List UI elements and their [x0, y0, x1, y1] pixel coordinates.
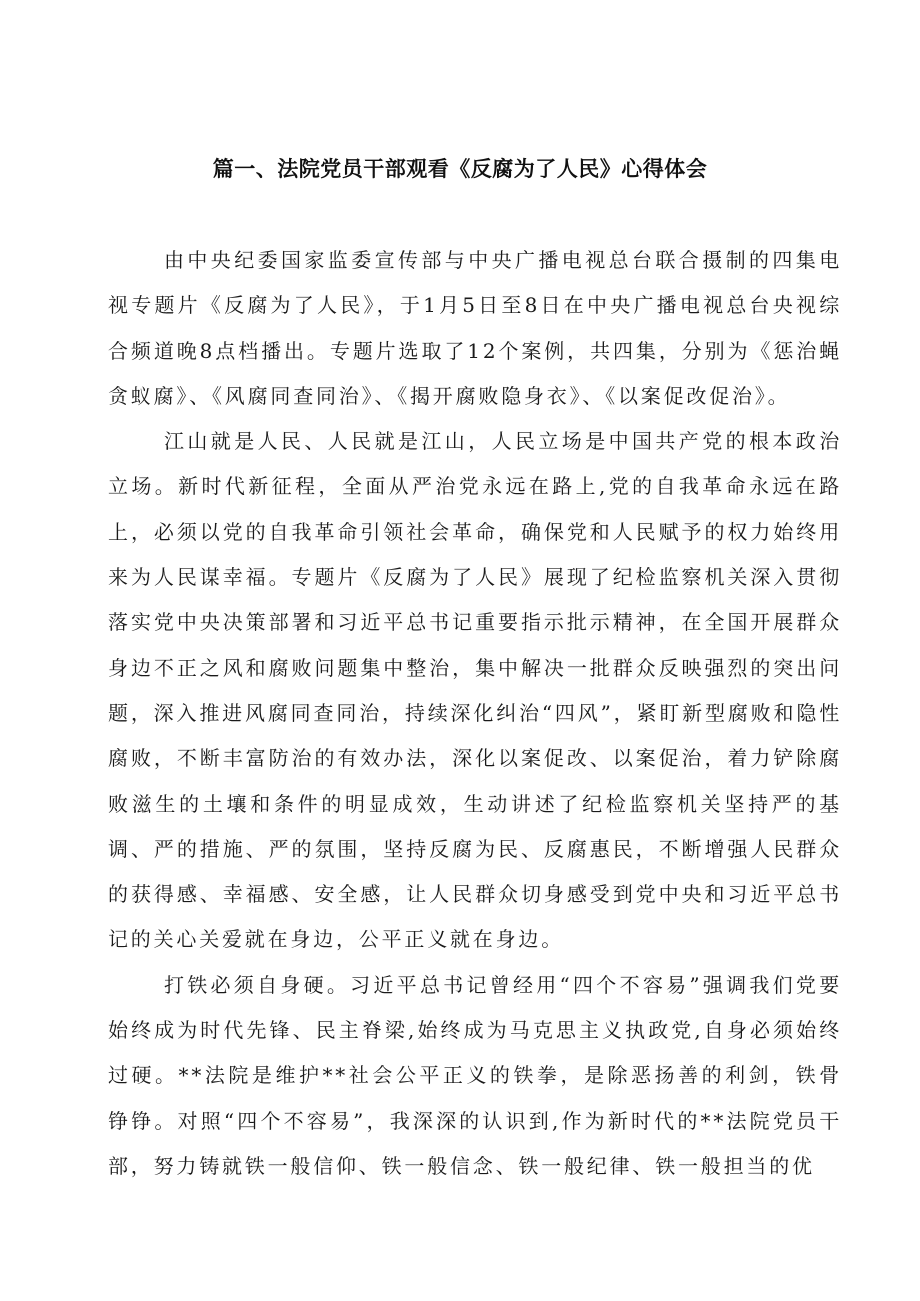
- document-body: [108, 238, 842, 1189]
- paragraph-people-stance: 江山就是人民、人民就是江山，人民立场是中国共产党的根本政治立场。新时代新征程，全面从严治党永远在路上,党的自我革命永远在路上，必须以党的自我革命引领社会革命，确保党和人民赋予的权力始终用来为人民谋幸福。专题片《反腐为了人民》展现了纪检监察机关深入贯彻落实党中央决策部署和习近平总书记重要指示批示精神，在全国开展群众身边不正之风和腐败问题集中整治，集中解决一批群众反映强烈的突出问题，深入推进风腐同查同治，持续深化纠治“四风”，紧盯新型腐败和隐性腐败，不断丰富防治的有效办法，深化以案促改、以案促治，着力铲除腐败滋生的土壤和条件的明显成效，生动讲述了纪检监察机关坚持严的基调、严的措施、严的氛围，坚持反腐为民、反腐惠民，不断增强人民群众的获得感、幸福感、安全感，让人民群众切身感受到党中央和习近平总书记的关心关爱就在身边，公平正义就在身边。: [108, 429, 842, 952]
- document-title: 篇一、法院党员干部观看《反腐为了人民》心得体会: [212, 157, 708, 181]
- paragraph-intro: 由中央纪委国家监委宣传部与中央广播电视总台联合摄制的四集电视专题片《反腐为了人民》，于1月5日至8日在中央广播电视总台央视综合频道晚8点档播出。专题片选取了12个案例，共四集，分别为《惩治蝇贪蚁腐》、《风腐同查同治》、《揭开腐败隐身衣》、《以案促改促治》。: [108, 248, 842, 408]
- paragraph-self-discipline: 打铁必须自身硬。习近平总书记曾经用“四个不容易”强调我们党要始终成为时代先锋、民主脊梁,始终成为马克思主义执政党,自身必须始终过硬。**法院是维护**社会公平正义的铁拳，是除恶扬善的利剑，铁骨铮铮。对照“四个不容易”，我深深的认识到,作为新时代的**法院党员干部，努力铸就铁一般信仰、铁一般信念、铁一般纪律、铁一般担当的优: [108, 972, 842, 1178]
